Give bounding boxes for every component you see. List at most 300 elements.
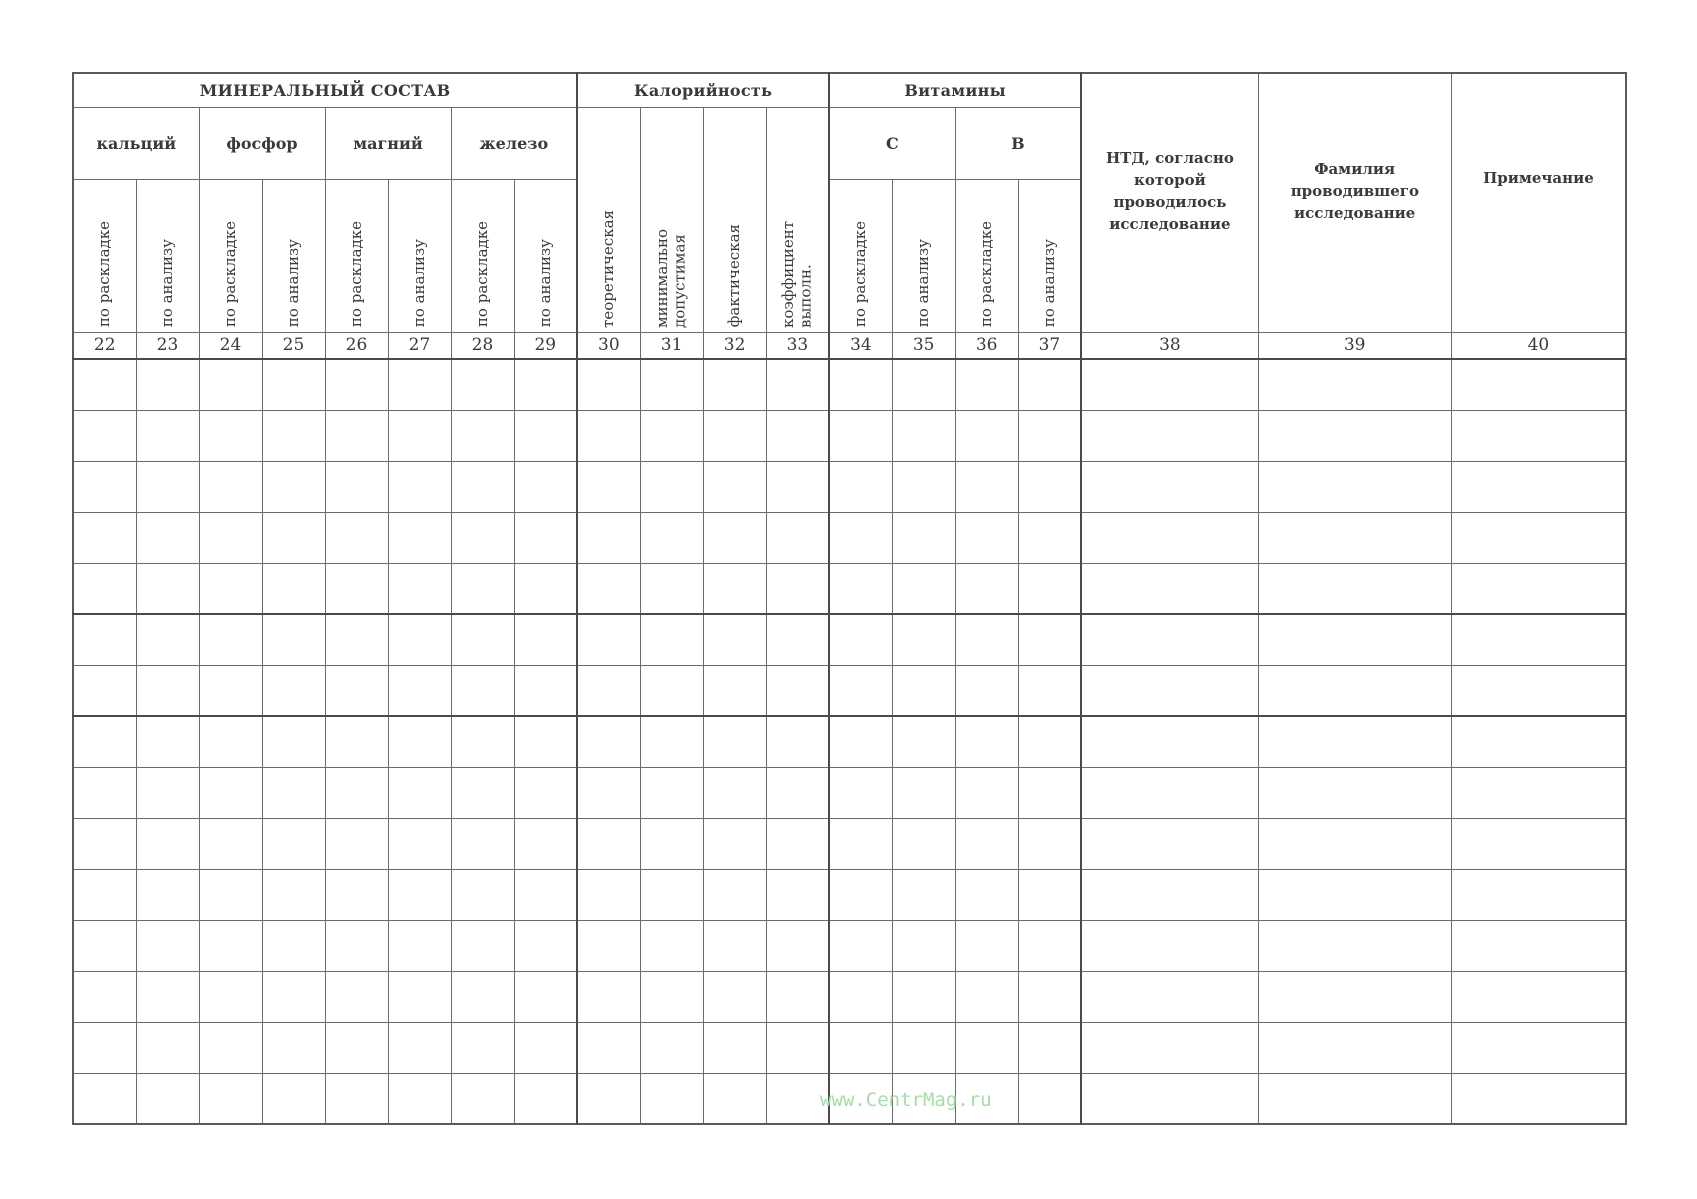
table-cell[interactable] <box>199 869 262 920</box>
table-cell[interactable] <box>514 665 577 716</box>
table-cell[interactable] <box>262 1073 325 1124</box>
table-cell[interactable] <box>1451 920 1626 971</box>
table-cell[interactable] <box>955 767 1018 818</box>
table-cell[interactable] <box>325 920 388 971</box>
table-cell[interactable] <box>703 665 766 716</box>
table-cell[interactable] <box>1258 767 1451 818</box>
table-cell[interactable] <box>73 818 136 869</box>
table-cell[interactable] <box>1451 359 1626 410</box>
table-cell[interactable] <box>451 716 514 767</box>
table-cell[interactable] <box>1451 971 1626 1022</box>
table-cell[interactable] <box>703 1073 766 1124</box>
table-cell[interactable] <box>514 971 577 1022</box>
column-number: 29 <box>514 332 577 359</box>
table-cell[interactable] <box>136 920 199 971</box>
column-number: 38 <box>1081 332 1258 359</box>
table-cell[interactable] <box>325 1022 388 1073</box>
table-cell[interactable] <box>829 461 892 512</box>
table-cell[interactable] <box>766 461 829 512</box>
table-cell[interactable] <box>703 614 766 665</box>
table-cell[interactable] <box>1081 614 1258 665</box>
table-cell[interactable] <box>325 359 388 410</box>
table-cell[interactable] <box>325 818 388 869</box>
table-cell[interactable] <box>388 614 451 665</box>
table-cell[interactable] <box>577 1073 640 1124</box>
table-cell[interactable] <box>577 461 640 512</box>
table-cell[interactable] <box>136 410 199 461</box>
table-cell[interactable] <box>892 614 955 665</box>
table-cell[interactable] <box>73 665 136 716</box>
table-cell[interactable] <box>388 818 451 869</box>
table-cell[interactable] <box>766 716 829 767</box>
table-cell[interactable] <box>451 614 514 665</box>
table-cell[interactable] <box>1451 716 1626 767</box>
table-cell[interactable] <box>1081 767 1258 818</box>
table-cell[interactable] <box>703 767 766 818</box>
table-cell[interactable] <box>388 410 451 461</box>
table-cell[interactable] <box>1258 1073 1451 1124</box>
table-cell[interactable] <box>136 563 199 614</box>
column-number: 23 <box>136 332 199 359</box>
table-cell[interactable] <box>892 563 955 614</box>
table-cell[interactable] <box>1018 410 1081 461</box>
table-cell[interactable] <box>325 665 388 716</box>
table-cell[interactable] <box>1258 563 1451 614</box>
table-cell[interactable] <box>703 818 766 869</box>
table-cell[interactable] <box>703 971 766 1022</box>
table-cell[interactable] <box>73 563 136 614</box>
table-cell[interactable] <box>388 461 451 512</box>
table-cell[interactable] <box>451 665 514 716</box>
table-cell[interactable] <box>514 1022 577 1073</box>
table-cell[interactable] <box>1258 614 1451 665</box>
table-cell[interactable] <box>262 920 325 971</box>
table-cell[interactable] <box>388 665 451 716</box>
table-cell[interactable] <box>451 869 514 920</box>
table-cell[interactable] <box>262 971 325 1022</box>
table-cell[interactable] <box>1081 512 1258 563</box>
table-cell[interactable] <box>640 716 703 767</box>
table-cell[interactable] <box>1451 1022 1626 1073</box>
table-cell[interactable] <box>325 512 388 563</box>
table-cell[interactable] <box>955 359 1018 410</box>
table-cell[interactable] <box>451 767 514 818</box>
table-cell[interactable] <box>388 359 451 410</box>
table-cell[interactable] <box>73 614 136 665</box>
table-cell[interactable] <box>325 563 388 614</box>
table-cell[interactable] <box>1451 614 1626 665</box>
table-cell[interactable] <box>388 563 451 614</box>
by-layout-header <box>325 179 388 332</box>
table-cell[interactable] <box>577 512 640 563</box>
table-cell[interactable] <box>388 971 451 1022</box>
table-cell[interactable] <box>451 920 514 971</box>
table-cell[interactable] <box>199 563 262 614</box>
table-cell[interactable] <box>451 1022 514 1073</box>
table-cell[interactable] <box>325 1073 388 1124</box>
table-cell[interactable] <box>451 1073 514 1124</box>
table-cell[interactable] <box>955 563 1018 614</box>
table-cell[interactable] <box>136 1073 199 1124</box>
table-cell[interactable] <box>1258 818 1451 869</box>
table-cell[interactable] <box>73 869 136 920</box>
table-cell[interactable] <box>1081 410 1258 461</box>
table-cell[interactable] <box>1258 1022 1451 1073</box>
table-cell[interactable] <box>766 665 829 716</box>
table-cell[interactable] <box>199 512 262 563</box>
table-cell[interactable] <box>703 461 766 512</box>
table-cell[interactable] <box>766 512 829 563</box>
table-cell[interactable] <box>262 563 325 614</box>
table-cell[interactable] <box>73 767 136 818</box>
table-cell[interactable] <box>136 767 199 818</box>
table-cell[interactable] <box>829 665 892 716</box>
table-cell[interactable] <box>829 359 892 410</box>
table-cell[interactable] <box>1258 665 1451 716</box>
table-cell[interactable] <box>577 410 640 461</box>
table-cell[interactable] <box>577 818 640 869</box>
by-layout-header <box>955 179 1018 332</box>
table-cell[interactable] <box>73 716 136 767</box>
table-cell[interactable] <box>388 767 451 818</box>
table-cell[interactable] <box>1258 359 1451 410</box>
table-cell[interactable] <box>388 920 451 971</box>
table-cell[interactable] <box>1018 818 1081 869</box>
table-cell[interactable] <box>1258 410 1451 461</box>
table-cell[interactable] <box>1018 1073 1081 1124</box>
table-cell[interactable] <box>640 410 703 461</box>
table-cell[interactable] <box>262 716 325 767</box>
table-cell[interactable] <box>1081 665 1258 716</box>
table-cell[interactable] <box>262 410 325 461</box>
table-cell[interactable] <box>136 359 199 410</box>
table-cell[interactable] <box>514 716 577 767</box>
table-cell[interactable] <box>199 665 262 716</box>
table-cell[interactable] <box>703 512 766 563</box>
mineral-calcium-header: кальций <box>73 107 199 179</box>
table-cell[interactable] <box>766 563 829 614</box>
table-cell[interactable] <box>829 920 892 971</box>
table-cell[interactable] <box>451 461 514 512</box>
table-cell[interactable] <box>73 920 136 971</box>
table-cell[interactable] <box>199 971 262 1022</box>
table-cell[interactable] <box>514 920 577 971</box>
table-cell[interactable] <box>199 1073 262 1124</box>
table-cell[interactable] <box>514 359 577 410</box>
table-cell[interactable] <box>1451 563 1626 614</box>
table-cell[interactable] <box>514 410 577 461</box>
table-cell[interactable] <box>955 971 1018 1022</box>
table-cell[interactable] <box>451 359 514 410</box>
table-cell[interactable] <box>262 461 325 512</box>
table-cell[interactable] <box>892 716 955 767</box>
table-cell[interactable] <box>892 920 955 971</box>
table-cell[interactable] <box>199 767 262 818</box>
table-cell[interactable] <box>766 410 829 461</box>
table-cell[interactable] <box>640 461 703 512</box>
table-cell[interactable] <box>829 869 892 920</box>
table-cell[interactable] <box>1081 920 1258 971</box>
table-cell[interactable] <box>892 359 955 410</box>
table-cell[interactable] <box>325 461 388 512</box>
table-cell[interactable] <box>766 614 829 665</box>
table-cell[interactable] <box>514 563 577 614</box>
table-cell[interactable] <box>1451 869 1626 920</box>
table-cell[interactable] <box>703 1022 766 1073</box>
table-cell[interactable] <box>640 563 703 614</box>
table-cell[interactable] <box>829 818 892 869</box>
table-cell[interactable] <box>1081 818 1258 869</box>
table-cell[interactable] <box>892 1022 955 1073</box>
table-cell[interactable] <box>1258 869 1451 920</box>
by-analysis-header-label: по анализу <box>535 239 554 328</box>
table-cell[interactable] <box>829 614 892 665</box>
table-cell[interactable] <box>199 461 262 512</box>
table-cell[interactable] <box>640 512 703 563</box>
table-cell[interactable] <box>199 1022 262 1073</box>
table-cell[interactable] <box>451 818 514 869</box>
table-cell[interactable] <box>514 512 577 563</box>
table-cell[interactable] <box>640 1022 703 1073</box>
table-cell[interactable] <box>514 767 577 818</box>
table-cell[interactable] <box>136 869 199 920</box>
table-cell[interactable] <box>1018 920 1081 971</box>
table-cell[interactable] <box>325 869 388 920</box>
table-cell[interactable] <box>73 1073 136 1124</box>
table-cell[interactable] <box>1018 665 1081 716</box>
table-cell[interactable] <box>1018 716 1081 767</box>
table-cell[interactable] <box>1258 716 1451 767</box>
table-cell[interactable] <box>577 716 640 767</box>
table-cell[interactable] <box>703 920 766 971</box>
table-cell[interactable] <box>766 1022 829 1073</box>
table-cell[interactable] <box>1081 563 1258 614</box>
table-cell[interactable] <box>262 512 325 563</box>
calorie-actual-label: фактическая <box>724 224 743 328</box>
table-cell[interactable] <box>829 563 892 614</box>
table-cell[interactable] <box>640 1073 703 1124</box>
table-cell[interactable] <box>640 359 703 410</box>
table-cell[interactable] <box>1258 920 1451 971</box>
table-cell[interactable] <box>892 971 955 1022</box>
table-cell[interactable] <box>829 971 892 1022</box>
table-cell[interactable] <box>1081 1022 1258 1073</box>
table-cell[interactable] <box>514 869 577 920</box>
column-number: 26 <box>325 332 388 359</box>
table-cell[interactable] <box>640 920 703 971</box>
table-cell[interactable] <box>1081 359 1258 410</box>
table-cell[interactable] <box>640 869 703 920</box>
table-cell[interactable] <box>514 1073 577 1124</box>
table-cell[interactable] <box>766 767 829 818</box>
table-cell[interactable] <box>136 614 199 665</box>
table-cell[interactable] <box>514 461 577 512</box>
table-cell[interactable] <box>577 665 640 716</box>
table-cell[interactable] <box>955 614 1018 665</box>
table-cell[interactable] <box>829 767 892 818</box>
table-cell[interactable] <box>892 512 955 563</box>
table-cell[interactable] <box>136 461 199 512</box>
table-cell[interactable] <box>892 461 955 512</box>
table-cell[interactable] <box>388 1022 451 1073</box>
table-cell[interactable] <box>325 716 388 767</box>
table-cell[interactable] <box>892 410 955 461</box>
table-cell[interactable] <box>136 818 199 869</box>
table-cell[interactable] <box>1258 512 1451 563</box>
table-cell[interactable] <box>703 410 766 461</box>
by-analysis-header <box>262 179 325 332</box>
table-cell[interactable] <box>325 410 388 461</box>
table-cell[interactable] <box>640 665 703 716</box>
table-cell[interactable] <box>1018 359 1081 410</box>
table-cell[interactable] <box>73 461 136 512</box>
table-cell[interactable] <box>1018 614 1081 665</box>
table-cell[interactable] <box>199 716 262 767</box>
table-cell[interactable] <box>451 512 514 563</box>
table-cell[interactable] <box>136 665 199 716</box>
table-cell[interactable] <box>1451 461 1626 512</box>
by-layout-header-label: по раскладке <box>346 221 365 328</box>
table-cell[interactable] <box>136 512 199 563</box>
table-cell[interactable] <box>766 818 829 869</box>
table-cell[interactable] <box>262 767 325 818</box>
table-cell[interactable] <box>577 563 640 614</box>
table-cell[interactable] <box>73 1022 136 1073</box>
table-cell[interactable] <box>1081 971 1258 1022</box>
table-cell[interactable] <box>955 665 1018 716</box>
column-number: 36 <box>955 332 1018 359</box>
table-cell[interactable] <box>451 971 514 1022</box>
table-cell[interactable] <box>892 869 955 920</box>
mineral-iron-header: железо <box>451 107 577 179</box>
table-cell[interactable] <box>640 971 703 1022</box>
table-cell[interactable] <box>829 716 892 767</box>
table-cell[interactable] <box>1018 512 1081 563</box>
table-cell[interactable] <box>262 614 325 665</box>
column-number: 24 <box>199 332 262 359</box>
table-cell[interactable] <box>1018 971 1081 1022</box>
table-cell[interactable] <box>829 410 892 461</box>
table-cell[interactable] <box>1081 716 1258 767</box>
table-cell[interactable] <box>1081 461 1258 512</box>
table-cell[interactable] <box>766 920 829 971</box>
table-cell[interactable] <box>1018 563 1081 614</box>
table-cell[interactable] <box>1018 767 1081 818</box>
table-cell[interactable] <box>703 563 766 614</box>
table-cell[interactable] <box>955 818 1018 869</box>
table-cell[interactable] <box>73 359 136 410</box>
table-cell[interactable] <box>577 614 640 665</box>
table-cell[interactable] <box>829 512 892 563</box>
table-cell[interactable] <box>325 614 388 665</box>
table-cell[interactable] <box>829 1022 892 1073</box>
table-cell[interactable] <box>703 716 766 767</box>
table-cell[interactable] <box>577 971 640 1022</box>
table-cell[interactable] <box>1451 1073 1626 1124</box>
by-analysis-header-label: по анализу <box>283 239 302 328</box>
table-cell[interactable] <box>955 920 1018 971</box>
table-cell[interactable] <box>388 512 451 563</box>
table-cell[interactable] <box>451 410 514 461</box>
table-cell[interactable] <box>1081 1073 1258 1124</box>
table-cell[interactable] <box>577 767 640 818</box>
table-cell[interactable] <box>766 869 829 920</box>
table-cell[interactable] <box>262 1022 325 1073</box>
table-cell[interactable] <box>73 512 136 563</box>
table-cell[interactable] <box>514 818 577 869</box>
table-cell[interactable] <box>1018 1022 1081 1073</box>
table-cell[interactable] <box>955 461 1018 512</box>
table-cell[interactable] <box>73 410 136 461</box>
table-cell[interactable] <box>1451 767 1626 818</box>
table-row <box>73 716 1626 767</box>
table-cell[interactable] <box>388 869 451 920</box>
column-number: 22 <box>73 332 136 359</box>
table-cell[interactable] <box>136 716 199 767</box>
table-cell[interactable] <box>955 1022 1018 1073</box>
table-cell[interactable] <box>199 410 262 461</box>
table-cell[interactable] <box>1018 869 1081 920</box>
table-cell[interactable] <box>451 563 514 614</box>
table-cell[interactable] <box>577 1022 640 1073</box>
table-cell[interactable] <box>766 971 829 1022</box>
table-cell[interactable] <box>1451 665 1626 716</box>
table-cell[interactable] <box>892 818 955 869</box>
by-analysis-header <box>514 179 577 332</box>
table-cell[interactable] <box>703 359 766 410</box>
table-cell[interactable] <box>955 716 1018 767</box>
table-cell[interactable] <box>955 410 1018 461</box>
table-cell[interactable] <box>892 767 955 818</box>
table-cell[interactable] <box>199 614 262 665</box>
table-cell[interactable] <box>325 767 388 818</box>
table-cell[interactable] <box>199 818 262 869</box>
table-cell[interactable] <box>955 869 1018 920</box>
ntd-header: НТД, согласно которой проводилось исследование <box>1081 73 1258 332</box>
table-cell[interactable] <box>388 1073 451 1124</box>
table-cell[interactable] <box>388 716 451 767</box>
table-cell[interactable] <box>1451 818 1626 869</box>
table-cell[interactable] <box>640 614 703 665</box>
table-cell[interactable] <box>325 971 388 1022</box>
table-cell[interactable] <box>262 869 325 920</box>
table-cell[interactable] <box>73 971 136 1022</box>
table-cell[interactable] <box>1451 410 1626 461</box>
table-cell[interactable] <box>577 920 640 971</box>
table-cell[interactable] <box>136 971 199 1022</box>
table-cell[interactable] <box>703 869 766 920</box>
table-cell[interactable] <box>577 359 640 410</box>
table-cell[interactable] <box>1018 461 1081 512</box>
table-cell[interactable] <box>766 359 829 410</box>
table-cell[interactable] <box>1258 461 1451 512</box>
table-cell[interactable] <box>892 665 955 716</box>
table-cell[interactable] <box>199 920 262 971</box>
table-cell[interactable] <box>640 767 703 818</box>
table-cell[interactable] <box>262 665 325 716</box>
table-cell[interactable] <box>1258 971 1451 1022</box>
table-cell[interactable] <box>514 614 577 665</box>
table-cell[interactable] <box>262 359 325 410</box>
table-cell[interactable] <box>577 869 640 920</box>
table-cell[interactable] <box>199 359 262 410</box>
table-cell[interactable] <box>955 512 1018 563</box>
table-cell[interactable] <box>640 818 703 869</box>
table-cell[interactable] <box>136 1022 199 1073</box>
table-cell[interactable] <box>262 818 325 869</box>
table-cell[interactable] <box>1081 869 1258 920</box>
table-cell[interactable] <box>1451 512 1626 563</box>
